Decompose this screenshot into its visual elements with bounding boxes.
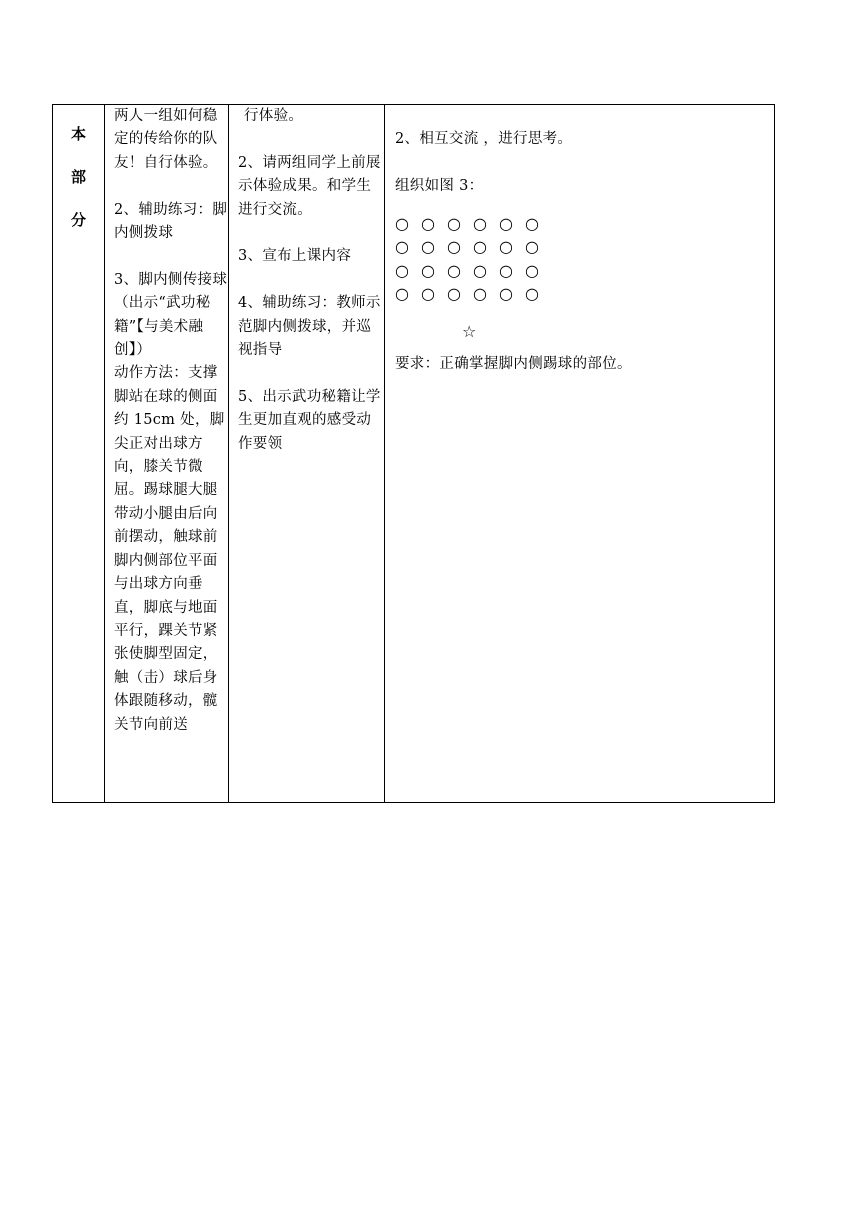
content-paragraph: 2、辅助练习：脚内侧拨球: [114, 201, 228, 242]
teacher-paragraph: 4、辅助练习：教师示范脚内侧拨球，并巡视指导: [238, 295, 381, 359]
teacher-paragraph: 3、宣布上课内容: [238, 248, 352, 265]
student-circle-icon: ○: [447, 237, 461, 257]
student-circle-icon: ○: [473, 237, 487, 257]
section-char: 本: [70, 125, 86, 143]
requirement-text: 要求：正确掌握脚内侧踢球的部位。: [395, 355, 632, 372]
section-label-cell: [53, 105, 105, 802]
student-circle-icon: ○: [447, 260, 461, 280]
student-circle-icon: ○: [525, 284, 539, 304]
teacher-paragraph: 行体验。: [244, 108, 304, 124]
student-circle-icon: ○: [395, 260, 409, 280]
teacher-paragraph: 5、出示武功秘籍让学生更加直观的感受动作要领: [238, 388, 381, 452]
student-circle-icon: ○: [421, 213, 435, 233]
student-paragraph: 2、相互交流 ，进行思考。: [395, 131, 573, 147]
student-circle-icon: ○: [499, 213, 513, 233]
content-paragraph: （出示“武功秘籍”【与美术融创】）: [114, 295, 211, 359]
content-paragraph: 两人一组如何稳定的传给你的队友！自行体验。: [114, 108, 218, 171]
student-activity-cell: [385, 105, 774, 802]
student-circle-icon: ○: [421, 260, 435, 280]
formation-row: [395, 259, 774, 282]
student-circle-icon: ○: [499, 260, 513, 280]
student-circle-icon: ○: [473, 260, 487, 280]
student-circle-icon: ○: [473, 284, 487, 304]
formation-diagram: [395, 212, 774, 343]
section-char: 分: [70, 211, 86, 229]
content-paragraph: 3、脚内侧传接球: [114, 271, 228, 288]
student-circle-icon: ○: [421, 237, 435, 257]
student-circle-icon: ○: [525, 260, 539, 280]
formation-row: [395, 236, 774, 259]
student-circle-icon: ○: [499, 284, 513, 304]
content-paragraph: 动作方法：支撑脚站在球的侧面约 15cm 处，脚尖正对出球方向，膝关节微屈。踢球腿大腿带动小腿由后向前摆动，触球前脚内侧部位平面与出球方向垂直，脚底与地面平行，踝关节紧张使脚型固定，触（击）球后身体跟随移动，髋关节向前送: [114, 365, 225, 733]
formation-caption: 组织如图 3：: [395, 177, 484, 194]
student-circle-icon: ○: [525, 237, 539, 257]
student-circle-icon: ○: [525, 213, 539, 233]
section-char: 部: [70, 168, 86, 186]
teaching-content-cell: [105, 105, 229, 802]
formation-row: [395, 282, 774, 305]
teacher-activity-cell: [229, 105, 385, 802]
student-circle-icon: ○: [395, 284, 409, 304]
student-circle-icon: ○: [447, 284, 461, 304]
student-circle-icon: ○: [395, 213, 409, 233]
formation-row: [395, 212, 774, 235]
student-circle-icon: ○: [395, 237, 409, 257]
teacher-star-icon: ☆: [462, 321, 477, 341]
teacher-paragraph: 2、请两组同学上前展示体验成果。和学生进行交流。: [238, 154, 381, 218]
lesson-plan-table: [52, 104, 775, 803]
student-circle-icon: ○: [421, 284, 435, 304]
student-circle-icon: ○: [499, 237, 513, 257]
student-circle-icon: ○: [447, 213, 461, 233]
student-circle-icon: ○: [473, 213, 487, 233]
